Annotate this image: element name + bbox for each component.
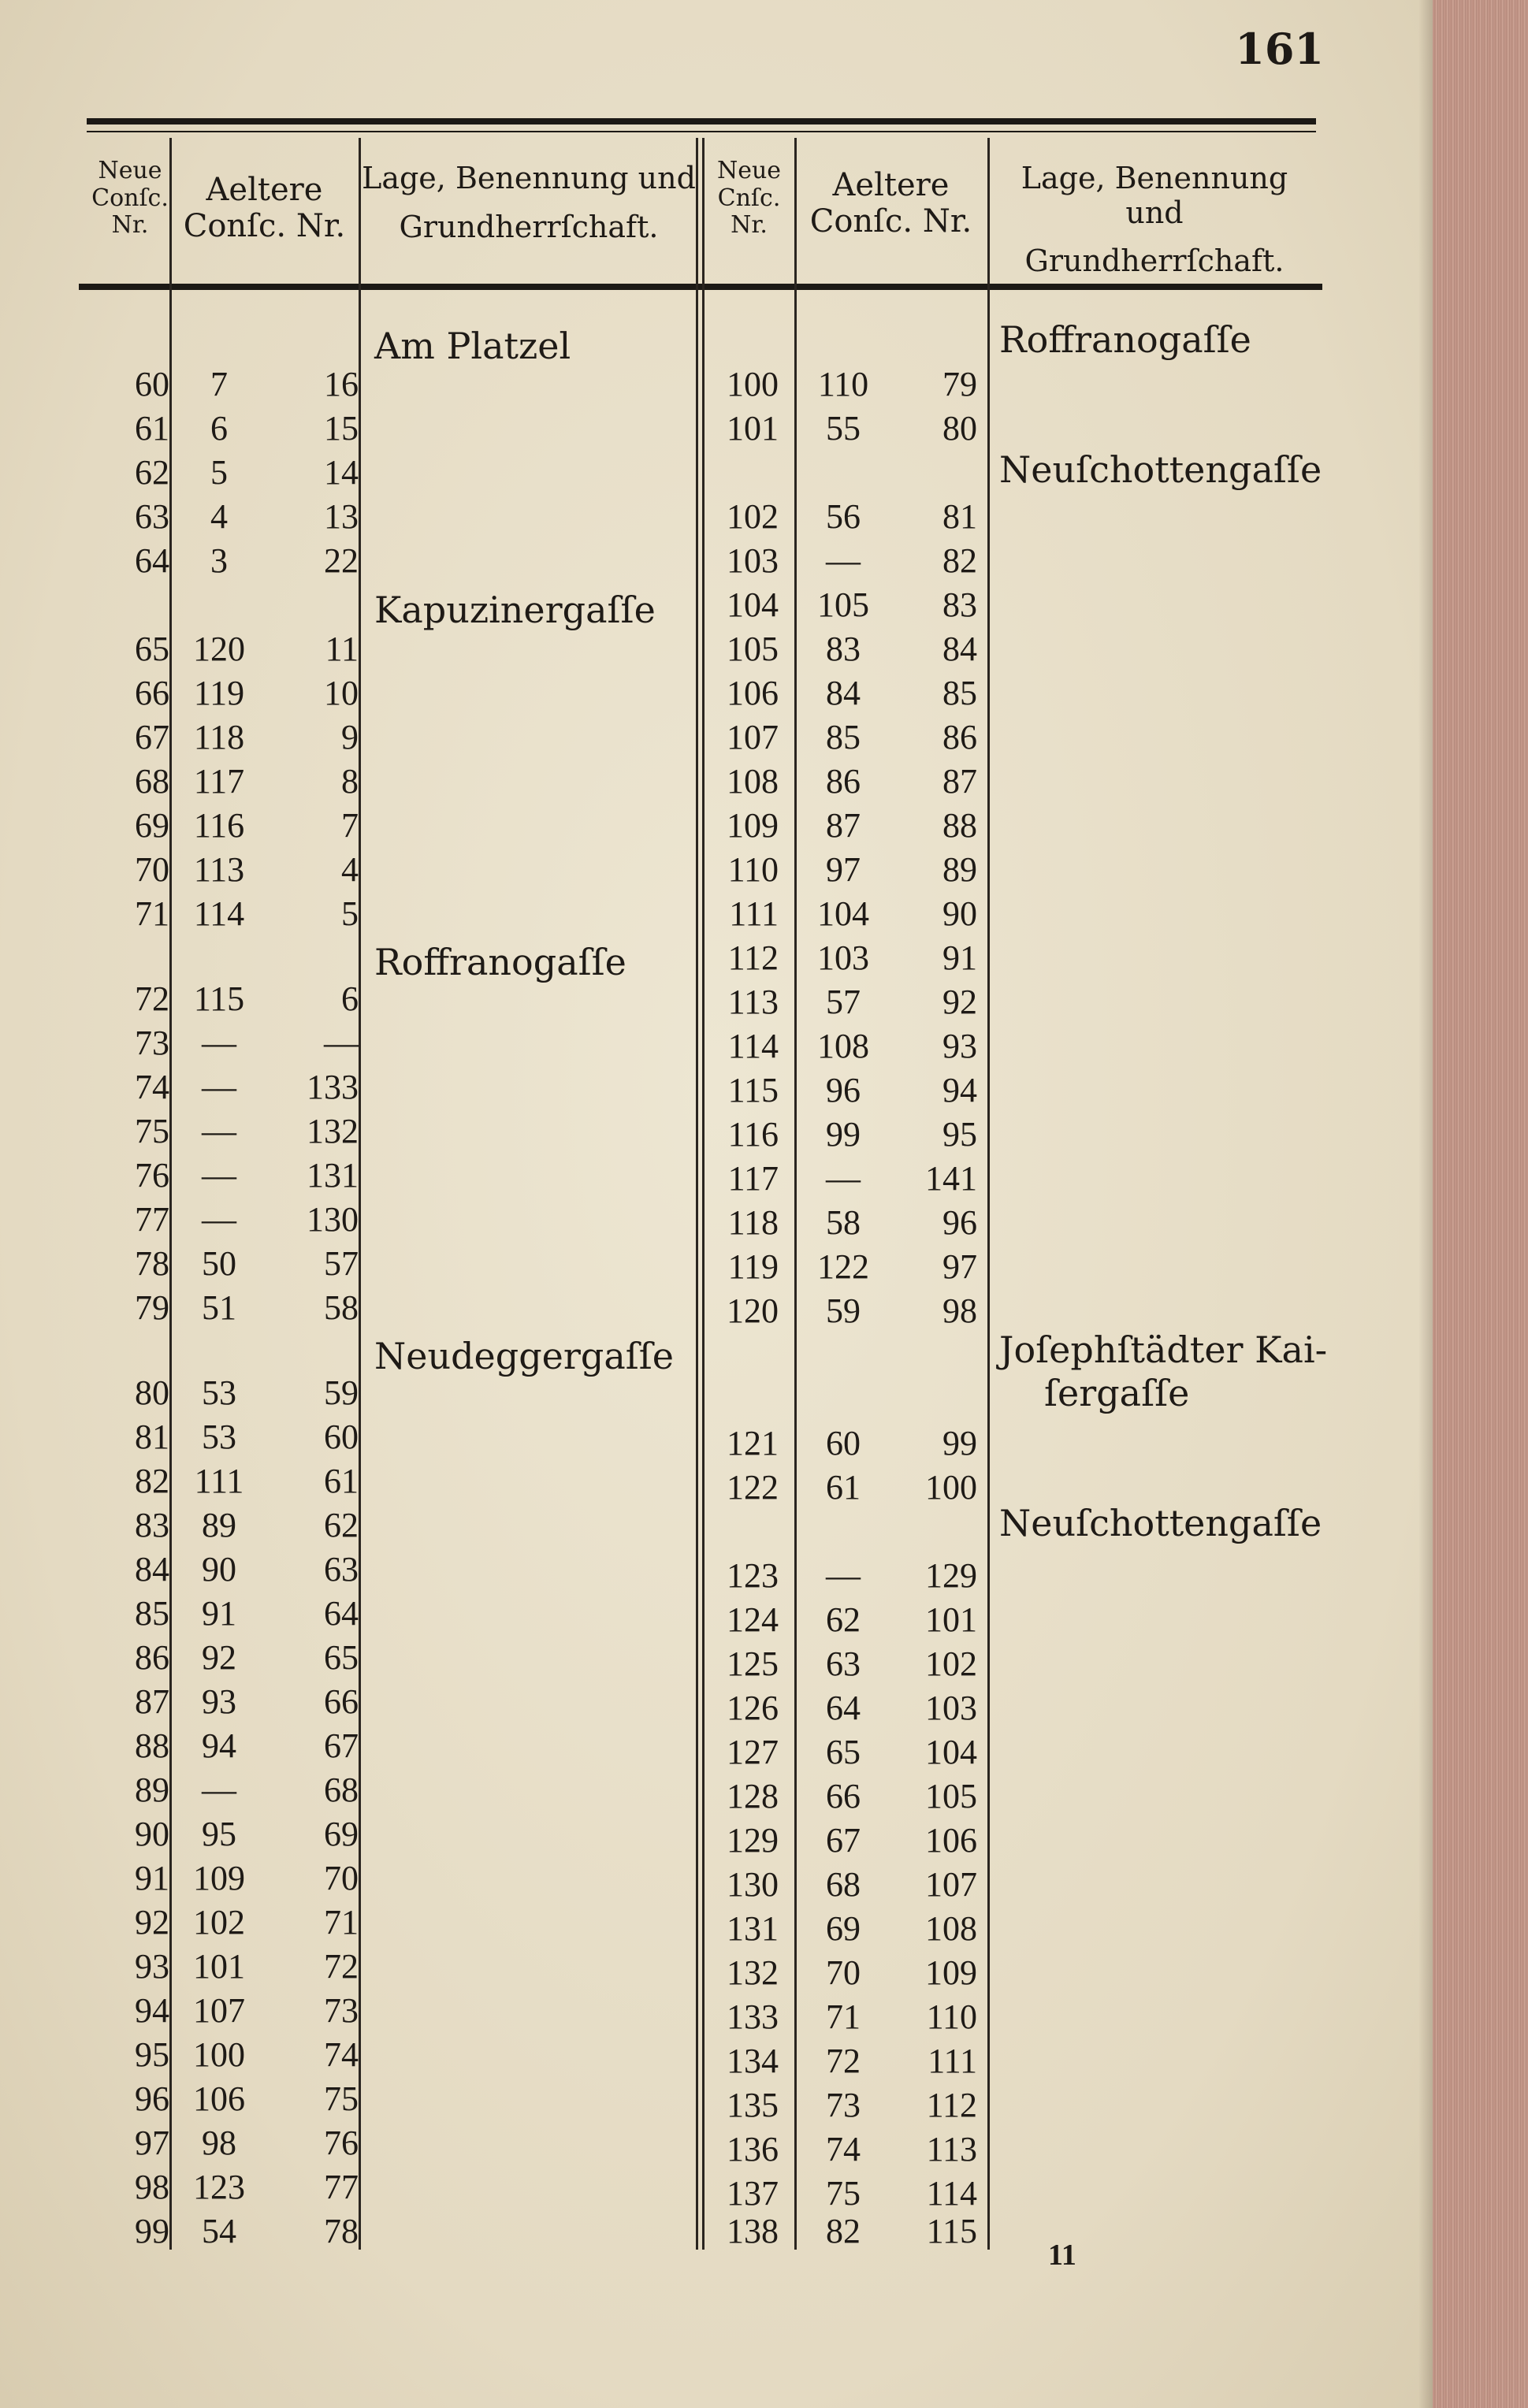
left-row-aeltere-nr-cell: 63 xyxy=(324,1550,359,1589)
right-row-aeltere-conscr-cell: 103 xyxy=(817,938,869,977)
right-row-aeltere-conscr-cell: 57 xyxy=(826,983,861,1021)
right-row-aeltere-nr-cell: 115 xyxy=(926,2212,977,2250)
left-row-neue-cell: 64 xyxy=(135,541,169,580)
right-row-neue-cell: 112 xyxy=(727,938,779,977)
right-row-aeltere-nr-cell: 110 xyxy=(926,1997,977,2036)
right-row-aeltere-conscr-cell: 75 xyxy=(826,2174,861,2213)
right-row-aeltere-conscr-cell: 83 xyxy=(826,630,861,668)
left-row-neue-cell: 87 xyxy=(135,1682,169,1721)
left-row-aeltere-nr-cell: 73 xyxy=(324,1991,359,2030)
left-row-neue-cell: 89 xyxy=(135,1771,169,1809)
left-row-aeltere-nr-cell: 74 xyxy=(324,2035,359,2074)
left-row-aeltere-nr-cell: 64 xyxy=(324,1594,359,1633)
left-row-aeltere-nr-cell: 71 xyxy=(324,1903,359,1942)
header-neue-left-1: Neue xyxy=(98,157,162,184)
right-row-neue-cell: 125 xyxy=(727,1644,779,1683)
right-row-aeltere-nr-cell: 81 xyxy=(942,497,977,536)
left-row-neue-cell: 62 xyxy=(135,453,169,492)
left-row-aeltere-conscr-cell: — xyxy=(202,1024,236,1062)
left-row-aeltere-nr-cell: 8 xyxy=(341,762,359,801)
right-row-aeltere-nr-cell: 99 xyxy=(942,1424,977,1462)
right-row-neue-cell: 103 xyxy=(727,541,779,580)
header-lage-left-2: Grundherrſchaft. xyxy=(399,209,659,244)
right-row-aeltere-conscr-cell: 122 xyxy=(817,1247,869,1286)
right-row-aeltere-nr-cell: 86 xyxy=(942,718,977,756)
right-row-aeltere-conscr-cell: 61 xyxy=(826,1468,861,1507)
left-row-aeltere-conscr-cell: 107 xyxy=(193,1991,245,2030)
right-row-aeltere-conscr-cell: 104 xyxy=(817,894,869,933)
right-row-aeltere-conscr-cell: — xyxy=(826,1556,861,1595)
right-row-aeltere-conscr-cell: 97 xyxy=(826,850,861,889)
right-row-aeltere-nr-cell: 89 xyxy=(942,850,977,889)
left-row-aeltere-nr-cell: 75 xyxy=(324,2079,359,2118)
right-row-aeltere-conscr-cell: 84 xyxy=(826,674,861,712)
left-row-aeltere-nr-cell: 4 xyxy=(341,850,359,889)
street-name-right: Neuſchottengaſſe xyxy=(999,448,1322,491)
header-aeltere-left xyxy=(172,172,357,244)
left-row-neue-cell: 97 xyxy=(135,2124,169,2162)
right-row-neue-cell: 104 xyxy=(727,585,779,624)
street-name-left: Kapuzinergaſſe xyxy=(374,589,656,631)
header-neue-left xyxy=(88,158,172,240)
left-row-aeltere-conscr-cell: 53 xyxy=(202,1373,236,1412)
header-aeltere-right xyxy=(794,167,987,240)
right-row-aeltere-nr-cell: 103 xyxy=(925,1689,977,1727)
header-lage-right-1: Lage, Benennung und xyxy=(1021,161,1288,230)
right-row-aeltere-conscr-cell: 63 xyxy=(826,1644,861,1683)
left-row-aeltere-conscr-cell: 7 xyxy=(210,365,228,403)
left-row-neue-cell: 81 xyxy=(135,1418,169,1456)
left-row-neue-cell: 61 xyxy=(135,409,169,448)
left-row-aeltere-conscr-cell: 114 xyxy=(193,894,245,933)
header-lage-right-2: Grundherrſchaft. xyxy=(1024,243,1284,279)
header-neue-left-3: Nr. xyxy=(111,211,149,239)
right-row-neue-cell: 106 xyxy=(727,674,779,712)
right-row-neue-cell: 132 xyxy=(727,1953,779,1992)
left-row-neue-cell: 66 xyxy=(135,674,169,712)
left-row-aeltere-nr-cell: — xyxy=(324,1024,359,1062)
right-row-aeltere-nr-cell: 104 xyxy=(925,1733,977,1771)
header-aeltere-right-2: Conſc. Nr. xyxy=(809,203,972,240)
right-row-neue-cell: 110 xyxy=(727,850,779,889)
left-row-aeltere-nr-cell: 132 xyxy=(307,1112,359,1150)
right-row-aeltere-nr-cell: 87 xyxy=(942,762,977,801)
right-row-aeltere-nr-cell: 96 xyxy=(942,1203,977,1242)
left-row-neue-cell: 77 xyxy=(135,1200,169,1239)
left-row-aeltere-conscr-cell: 94 xyxy=(202,1726,236,1765)
column-divider xyxy=(359,138,361,2250)
right-row-aeltere-nr-cell: 93 xyxy=(942,1027,977,1065)
left-row-aeltere-conscr-cell: 117 xyxy=(193,762,245,801)
column-divider xyxy=(987,138,990,2250)
left-row-neue-cell: 73 xyxy=(135,1024,169,1062)
street-name-right: Neuſchottengaſſe xyxy=(999,1502,1322,1544)
right-row-neue-cell: 100 xyxy=(727,365,779,403)
left-row-aeltere-conscr-cell: 89 xyxy=(202,1506,236,1544)
left-row-aeltere-nr-cell: 67 xyxy=(324,1726,359,1765)
left-row-aeltere-nr-cell: 66 xyxy=(324,1682,359,1721)
left-row-neue-cell: 92 xyxy=(135,1903,169,1942)
left-row-aeltere-conscr-cell: 51 xyxy=(202,1288,236,1327)
left-row-neue-cell: 78 xyxy=(135,1244,169,1283)
left-row-aeltere-nr-cell: 61 xyxy=(324,1462,359,1500)
right-row-aeltere-nr-cell: 85 xyxy=(942,674,977,712)
street-name-left: Roffranogaſſe xyxy=(374,941,626,983)
header-neue-right xyxy=(704,158,794,240)
book-edge xyxy=(1433,0,1528,2408)
left-row-neue-cell: 99 xyxy=(135,2212,169,2250)
header-neue-left-2: Conſc. xyxy=(91,184,169,212)
top-rule xyxy=(87,118,1316,124)
left-row-aeltere-conscr-cell: — xyxy=(202,1112,236,1150)
left-row-aeltere-conscr-cell: 119 xyxy=(193,674,245,712)
left-row-aeltere-nr-cell: 16 xyxy=(324,365,359,403)
left-row-aeltere-nr-cell: 70 xyxy=(324,1859,359,1897)
right-row-aeltere-conscr-cell: 62 xyxy=(826,1600,861,1639)
left-row-aeltere-nr-cell: 14 xyxy=(324,453,359,492)
right-row-aeltere-conscr-cell: 66 xyxy=(826,1777,861,1815)
left-row-aeltere-nr-cell: 57 xyxy=(324,1244,359,1283)
right-row-aeltere-nr-cell: 82 xyxy=(942,541,977,580)
left-row-neue-cell: 91 xyxy=(135,1859,169,1897)
right-row-aeltere-nr-cell: 84 xyxy=(942,630,977,668)
right-row-neue-cell: 136 xyxy=(727,2130,779,2168)
right-row-aeltere-nr-cell: 113 xyxy=(926,2130,977,2168)
right-row-aeltere-nr-cell: 83 xyxy=(942,585,977,624)
right-row-aeltere-nr-cell: 112 xyxy=(926,2086,977,2124)
left-row-neue-cell: 94 xyxy=(135,1991,169,2030)
right-row-aeltere-nr-cell: 91 xyxy=(942,938,977,977)
header-neue-right-3: Nr. xyxy=(731,211,768,239)
left-row-aeltere-conscr-cell: 113 xyxy=(193,850,245,889)
left-row-aeltere-nr-cell: 59 xyxy=(324,1373,359,1412)
left-row-aeltere-nr-cell: 5 xyxy=(341,894,359,933)
right-row-aeltere-nr-cell: 80 xyxy=(942,409,977,448)
right-row-aeltere-conscr-cell: 99 xyxy=(826,1115,861,1154)
right-row-aeltere-nr-cell: 97 xyxy=(942,1247,977,1286)
left-row-aeltere-nr-cell: 13 xyxy=(324,497,359,536)
header-aeltere-left-1: Aeltere xyxy=(206,172,323,208)
left-row-aeltere-conscr-cell: 100 xyxy=(193,2035,245,2074)
right-row-aeltere-nr-cell: 108 xyxy=(925,1909,977,1948)
right-row-aeltere-conscr-cell: 67 xyxy=(826,1821,861,1860)
right-row-neue-cell: 134 xyxy=(727,2042,779,2080)
right-row-aeltere-conscr-cell: 69 xyxy=(826,1909,861,1948)
right-row-aeltere-conscr-cell: 58 xyxy=(826,1203,861,1242)
left-row-aeltere-conscr-cell: 92 xyxy=(202,1638,236,1677)
left-row-aeltere-conscr-cell: 111 xyxy=(194,1462,244,1500)
right-row-neue-cell: 119 xyxy=(727,1247,779,1286)
right-row-aeltere-nr-cell: 95 xyxy=(942,1115,977,1154)
right-row-neue-cell: 135 xyxy=(727,2086,779,2124)
left-row-aeltere-nr-cell: 72 xyxy=(324,1947,359,1986)
left-row-aeltere-nr-cell: 69 xyxy=(324,1815,359,1853)
right-row-neue-cell: 133 xyxy=(727,1997,779,2036)
right-row-aeltere-conscr-cell: 86 xyxy=(826,762,861,801)
left-row-aeltere-nr-cell: 77 xyxy=(324,2168,359,2206)
right-row-neue-cell: 123 xyxy=(727,1556,779,1595)
right-row-aeltere-conscr-cell: 85 xyxy=(826,718,861,756)
street-name-left: Am Platzel xyxy=(374,325,571,367)
left-row-aeltere-conscr-cell: 101 xyxy=(193,1947,245,1986)
left-row-aeltere-conscr-cell: 93 xyxy=(202,1682,236,1721)
right-row-neue-cell: 124 xyxy=(727,1600,779,1639)
right-row-aeltere-nr-cell: 94 xyxy=(942,1071,977,1109)
left-row-neue-cell: 86 xyxy=(135,1638,169,1677)
left-row-neue-cell: 80 xyxy=(135,1373,169,1412)
left-row-aeltere-nr-cell: 11 xyxy=(325,630,359,668)
left-row-neue-cell: 63 xyxy=(135,497,169,536)
left-row-neue-cell: 79 xyxy=(135,1288,169,1327)
left-row-aeltere-nr-cell: 62 xyxy=(324,1506,359,1544)
left-row-neue-cell: 69 xyxy=(135,806,169,845)
right-row-neue-cell: 137 xyxy=(727,2174,779,2213)
right-row-aeltere-conscr-cell: 65 xyxy=(826,1733,861,1771)
left-row-neue-cell: 93 xyxy=(135,1947,169,1986)
right-row-neue-cell: 128 xyxy=(727,1777,779,1815)
left-row-aeltere-conscr-cell: 102 xyxy=(193,1903,245,1942)
left-row-aeltere-conscr-cell: 5 xyxy=(210,453,228,492)
left-row-aeltere-conscr-cell: 116 xyxy=(193,806,245,845)
right-row-neue-cell: 130 xyxy=(727,1865,779,1904)
right-row-aeltere-conscr-cell: 105 xyxy=(817,585,869,624)
right-row-aeltere-conscr-cell: — xyxy=(826,541,861,580)
left-row-aeltere-nr-cell: 15 xyxy=(324,409,359,448)
signature-mark: 11 xyxy=(1048,2239,1076,2272)
left-row-aeltere-conscr-cell: — xyxy=(202,1156,236,1195)
right-row-aeltere-conscr-cell: 87 xyxy=(826,806,861,845)
left-row-neue-cell: 82 xyxy=(135,1462,169,1500)
left-row-aeltere-conscr-cell: 109 xyxy=(193,1859,245,1897)
left-row-neue-cell: 75 xyxy=(135,1112,169,1150)
right-row-aeltere-nr-cell: 109 xyxy=(925,1953,977,1992)
right-row-aeltere-nr-cell: 100 xyxy=(925,1468,977,1507)
right-row-aeltere-conscr-cell: 71 xyxy=(826,1997,861,2036)
left-row-aeltere-conscr-cell: — xyxy=(202,1200,236,1239)
left-row-aeltere-nr-cell: 76 xyxy=(324,2124,359,2162)
right-row-aeltere-conscr-cell: — xyxy=(826,1159,861,1198)
right-row-aeltere-conscr-cell: 74 xyxy=(826,2130,861,2168)
header-neue-right-2: Cnſc. xyxy=(717,184,781,212)
left-row-aeltere-conscr-cell: — xyxy=(202,1771,236,1809)
right-row-neue-cell: 101 xyxy=(727,409,779,448)
left-row-neue-cell: 84 xyxy=(135,1550,169,1589)
left-row-neue-cell: 68 xyxy=(135,762,169,801)
left-row-aeltere-nr-cell: 7 xyxy=(341,806,359,845)
left-row-neue-cell: 90 xyxy=(135,1815,169,1853)
right-row-aeltere-nr-cell: 141 xyxy=(925,1159,977,1198)
left-row-aeltere-conscr-cell: 106 xyxy=(193,2079,245,2118)
right-row-aeltere-nr-cell: 129 xyxy=(925,1556,977,1595)
left-row-aeltere-conscr-cell: 118 xyxy=(193,718,245,756)
street-name-right: Roffranogaſſe xyxy=(999,318,1251,361)
left-row-aeltere-conscr-cell: 4 xyxy=(210,497,228,536)
header-aeltere-left-2: Conſc. Nr. xyxy=(183,208,346,244)
right-row-aeltere-conscr-cell: 70 xyxy=(826,1953,861,1992)
left-row-neue-cell: 85 xyxy=(135,1594,169,1633)
street-name-left: Neudeggergaſſe xyxy=(374,1335,675,1377)
right-row-neue-cell: 114 xyxy=(727,1027,779,1065)
left-row-aeltere-conscr-cell: 90 xyxy=(202,1550,236,1589)
left-row-aeltere-nr-cell: 58 xyxy=(324,1288,359,1327)
left-row-aeltere-conscr-cell: 98 xyxy=(202,2124,236,2162)
left-row-aeltere-nr-cell: 9 xyxy=(341,718,359,756)
right-row-aeltere-nr-cell: 102 xyxy=(925,1644,977,1683)
right-row-neue-cell: 115 xyxy=(727,1071,779,1109)
right-row-aeltere-nr-cell: 98 xyxy=(942,1291,977,1330)
left-row-aeltere-nr-cell: 6 xyxy=(341,979,359,1018)
left-row-neue-cell: 71 xyxy=(135,894,169,933)
right-row-aeltere-conscr-cell: 72 xyxy=(826,2042,861,2080)
left-row-neue-cell: 65 xyxy=(135,630,169,668)
right-row-neue-cell: 126 xyxy=(727,1689,779,1727)
left-row-neue-cell: 67 xyxy=(135,718,169,756)
street-name-right: ſergaſſe xyxy=(1044,1372,1190,1414)
left-row-aeltere-conscr-cell: — xyxy=(202,1068,236,1106)
left-row-aeltere-conscr-cell: 123 xyxy=(193,2168,245,2206)
left-row-aeltere-conscr-cell: 53 xyxy=(202,1418,236,1456)
right-row-neue-cell: 109 xyxy=(727,806,779,845)
right-row-aeltere-conscr-cell: 108 xyxy=(817,1027,869,1065)
left-row-neue-cell: 74 xyxy=(135,1068,169,1106)
right-row-aeltere-nr-cell: 111 xyxy=(928,2042,977,2080)
right-row-aeltere-nr-cell: 114 xyxy=(926,2174,977,2213)
right-row-neue-cell: 102 xyxy=(727,497,779,536)
header-neue-right-1: Neue xyxy=(716,157,782,184)
right-row-aeltere-nr-cell: 79 xyxy=(942,365,977,403)
left-row-neue-cell: 60 xyxy=(135,365,169,403)
left-row-aeltere-nr-cell: 131 xyxy=(307,1156,359,1195)
left-row-aeltere-conscr-cell: 6 xyxy=(210,409,228,448)
right-row-aeltere-nr-cell: 92 xyxy=(942,983,977,1021)
left-row-aeltere-conscr-cell: 91 xyxy=(202,1594,236,1633)
right-row-aeltere-conscr-cell: 110 xyxy=(817,365,869,403)
left-row-aeltere-conscr-cell: 120 xyxy=(193,630,245,668)
right-row-neue-cell: 118 xyxy=(727,1203,779,1242)
left-row-neue-cell: 98 xyxy=(135,2168,169,2206)
left-row-neue-cell: 76 xyxy=(135,1156,169,1195)
right-row-aeltere-nr-cell: 106 xyxy=(925,1821,977,1860)
right-row-aeltere-nr-cell: 90 xyxy=(942,894,977,933)
right-row-neue-cell: 131 xyxy=(727,1909,779,1948)
left-row-aeltere-nr-cell: 133 xyxy=(307,1068,359,1106)
right-row-neue-cell: 120 xyxy=(727,1291,779,1330)
right-row-neue-cell: 105 xyxy=(727,630,779,668)
right-row-neue-cell: 129 xyxy=(727,1821,779,1860)
left-row-aeltere-conscr-cell: 3 xyxy=(210,541,228,580)
left-row-aeltere-conscr-cell: 95 xyxy=(202,1815,236,1853)
right-row-neue-cell: 116 xyxy=(727,1115,779,1154)
left-row-neue-cell: 96 xyxy=(135,2079,169,2118)
left-row-aeltere-nr-cell: 78 xyxy=(324,2212,359,2250)
right-row-aeltere-nr-cell: 107 xyxy=(925,1865,977,1904)
left-row-aeltere-nr-cell: 60 xyxy=(324,1418,359,1456)
left-row-aeltere-nr-cell: 65 xyxy=(324,1638,359,1677)
right-row-neue-cell: 113 xyxy=(727,983,779,1021)
right-row-aeltere-conscr-cell: 55 xyxy=(826,409,861,448)
left-row-aeltere-nr-cell: 130 xyxy=(307,1200,359,1239)
right-row-aeltere-nr-cell: 101 xyxy=(925,1600,977,1639)
left-row-neue-cell: 83 xyxy=(135,1506,169,1544)
right-row-aeltere-conscr-cell: 68 xyxy=(826,1865,861,1904)
top-thin-rule xyxy=(87,131,1316,132)
left-row-aeltere-nr-cell: 68 xyxy=(324,1771,359,1809)
left-row-aeltere-nr-cell: 10 xyxy=(324,674,359,712)
header-aeltere-right-1: Aeltere xyxy=(832,167,950,203)
right-row-neue-cell: 111 xyxy=(729,894,779,933)
header-lage-left xyxy=(359,162,698,244)
right-row-aeltere-nr-cell: 88 xyxy=(942,806,977,845)
right-row-aeltere-conscr-cell: 96 xyxy=(826,1071,861,1109)
street-name-right: Joſephſtädter Kai- xyxy=(999,1328,1328,1371)
right-row-aeltere-nr-cell: 105 xyxy=(925,1777,977,1815)
right-row-neue-cell: 121 xyxy=(727,1424,779,1462)
right-row-neue-cell: 108 xyxy=(727,762,779,801)
right-row-aeltere-conscr-cell: 59 xyxy=(826,1291,861,1330)
left-row-neue-cell: 88 xyxy=(135,1726,169,1765)
left-row-neue-cell: 72 xyxy=(135,979,169,1018)
header-lage-left-1: Lage, Benennung und xyxy=(362,161,696,195)
left-row-neue-cell: 70 xyxy=(135,850,169,889)
right-row-neue-cell: 138 xyxy=(727,2212,779,2250)
right-row-neue-cell: 107 xyxy=(727,718,779,756)
right-row-neue-cell: 117 xyxy=(727,1159,779,1198)
left-row-aeltere-conscr-cell: 54 xyxy=(202,2212,236,2250)
left-row-aeltere-conscr-cell: 115 xyxy=(193,979,245,1018)
left-row-aeltere-conscr-cell: 50 xyxy=(202,1244,236,1283)
right-row-aeltere-conscr-cell: 82 xyxy=(826,2212,861,2250)
left-row-aeltere-nr-cell: 22 xyxy=(324,541,359,580)
left-row-neue-cell: 95 xyxy=(135,2035,169,2074)
header-bottom-rule xyxy=(79,284,1322,290)
right-row-neue-cell: 127 xyxy=(727,1733,779,1771)
right-row-aeltere-conscr-cell: 60 xyxy=(826,1424,861,1462)
page-number: 161 xyxy=(1235,24,1324,74)
right-row-neue-cell: 122 xyxy=(727,1468,779,1507)
right-row-aeltere-conscr-cell: 56 xyxy=(826,497,861,536)
right-row-aeltere-conscr-cell: 73 xyxy=(826,2086,861,2124)
header-lage-right xyxy=(989,162,1320,279)
right-row-aeltere-conscr-cell: 64 xyxy=(826,1689,861,1727)
